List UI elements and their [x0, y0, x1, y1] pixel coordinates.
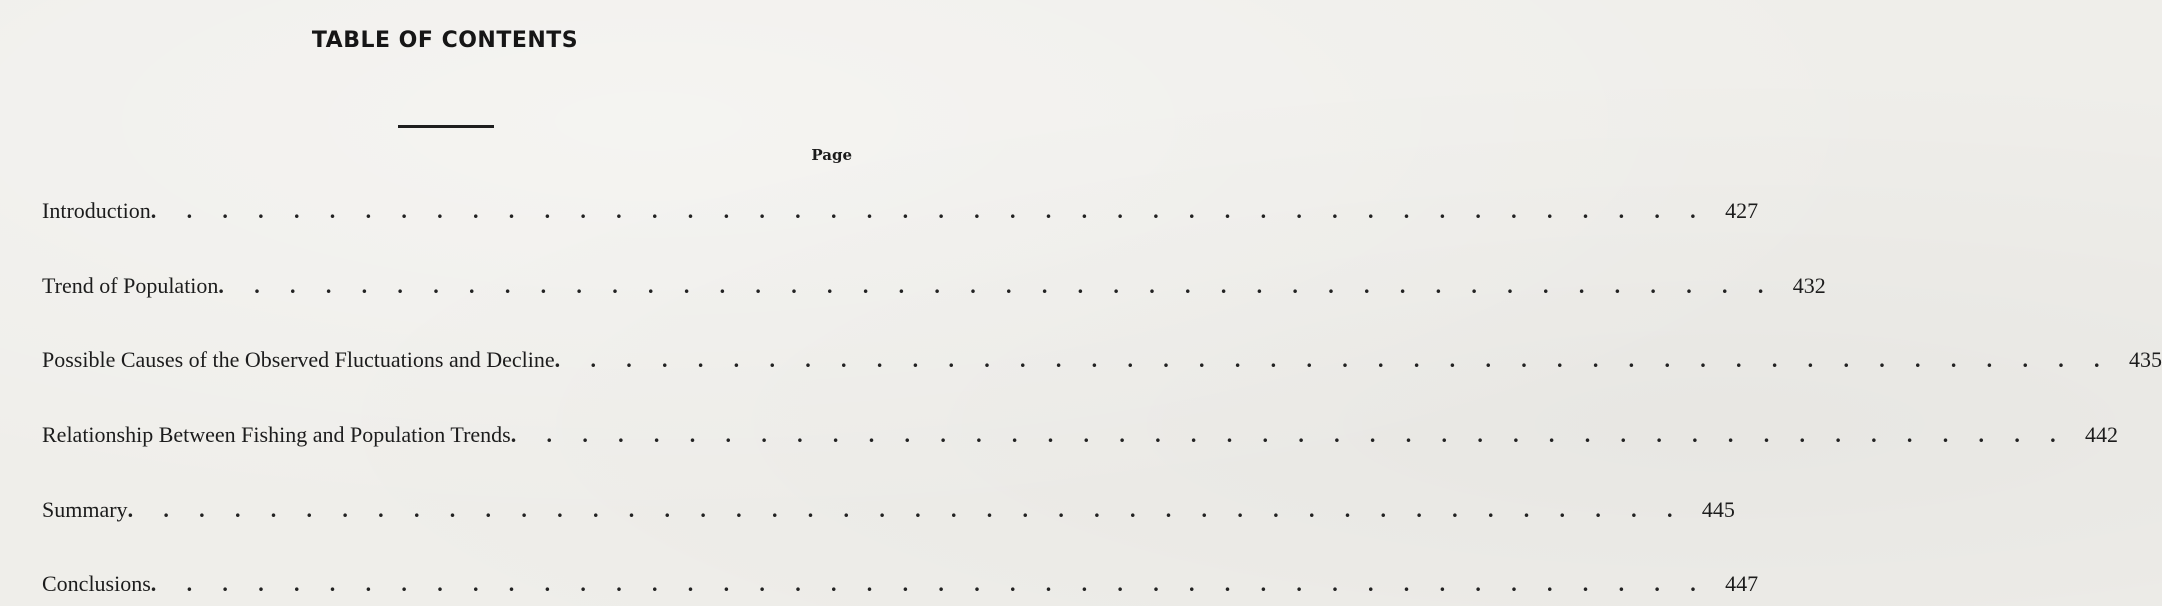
toc-entry-page: 447 [1725, 571, 1759, 596]
toc-entry-conclusions [42, 571, 1759, 603]
dot-leader: . . . . . . . . . . . . . . . . . . . . . . . . . . . . . . . . . . . . . . . . . . . . [510, 422, 2069, 447]
toc-entry-relationship [42, 422, 2119, 454]
dot-leader: . . . . . . . . . . . . . . . . . . . . . . . . . . . . . . . . . . . . . . . . . . . . [554, 347, 2112, 372]
toc-entry-page: 445 [1701, 497, 1735, 522]
toc-entry-label: Trend of Population [42, 273, 219, 298]
toc-entry-label: Introduction [42, 198, 151, 223]
dot-leader: . . . . . . . . . . . . . . . . . . . . . . . . . . . . . . . . . . . . . . . . . . . . [150, 571, 1709, 596]
toc-entry-possible-causes [42, 347, 2162, 379]
page-column-header: Page [811, 146, 852, 164]
dot-leader: . . . . . . . . . . . . . . . . . . . . . . . . . . . . . . . . . . . . . . . . . . . . [218, 273, 1776, 298]
dot-leader: . . . . . . . . . . . . . . . . . . . . . . . . . . . . . . . . . . . . . . . . . . . . [127, 497, 1685, 522]
toc-entry-page: 442 [2085, 422, 2119, 447]
toc-entry-summary [42, 497, 1735, 529]
toc-entry-label: Possible Causes of the Observed Fluctuations and Decline [42, 347, 555, 372]
toc-entry-introduction [42, 198, 1759, 230]
dot-leader: . . . . . . . . . . . . . . . . . . . . . . . . . . . . . . . . . . . . . . . . . . . . [150, 198, 1709, 223]
toc-entry-label: Summary [42, 497, 128, 522]
toc-entry-label: Conclusions [42, 571, 151, 596]
page-title: TABLE OF CONTENTS [311, 28, 579, 53]
toc-entry-trend-of-population [42, 273, 1826, 305]
toc-entry-page: 427 [1725, 198, 1759, 223]
toc-entry-label: Relationship Between Fishing and Population Trends [42, 422, 511, 447]
toc-entry-page: 435 [2128, 347, 2162, 372]
toc-entry-page: 432 [1792, 273, 1826, 298]
